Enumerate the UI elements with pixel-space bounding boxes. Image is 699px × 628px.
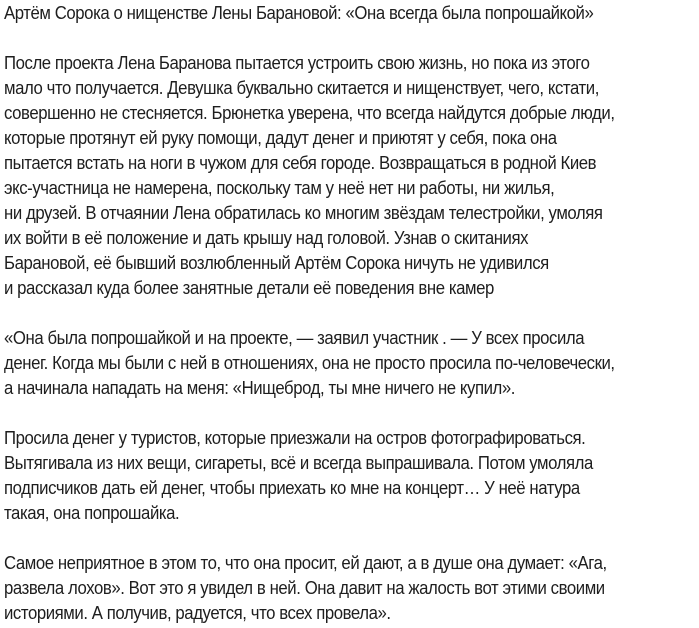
text-line: подписчиков дать ей денег, чтобы приехать ко мне на концерт… У неё натура: [4, 478, 580, 498]
text-line: Просила денег у туристов, которые приезжали на остров фотографироваться.: [4, 428, 586, 448]
paragraph: [4, 326, 661, 401]
text-line: После проекта Лена Баранова пытается устроить свою жизнь, но пока из этого: [4, 53, 590, 73]
text-line: Вытягивала из них вещи, сигареты, всё и всегда выпрашивала. Потом умоляла: [4, 453, 593, 473]
article-title: Артём Сорока о нищенстве Лены Барановой: «Она всегда была попрошайкой»: [4, 3, 594, 23]
text-line: пытается встать на ноги в чужом для себя городе. Возвращаться в родной Киев: [4, 153, 597, 173]
text-line: которые протянут ей руку помощи, дадут денег и приютят у себя, пока она: [4, 128, 557, 148]
text-line: совершенно не стесняется. Брюнетка уверена, что всегда найдутся добрые люди,: [4, 103, 615, 123]
text-line: такая, она попрошайка.: [4, 503, 180, 523]
text-line: денег. Когда мы были с ней в отношениях, она не просто просила по-человечески,: [4, 353, 615, 373]
article: [4, 0, 661, 626]
text-line: а начинала нападать на меня: «Нищеброд, ты мне ничего не купил».: [4, 378, 516, 398]
text-line: и рассказал куда более занятные детали её поведения вне камер: [4, 278, 494, 298]
text-line: Самое неприятное в этом то, что она просит, ей дают, а в душе она думает: «Ага,: [4, 553, 607, 573]
text-line: историями. А получив, радуется, что всех провела».: [4, 603, 391, 623]
paragraph: [4, 426, 661, 526]
text-line: ни друзей. В отчаянии Лена обратилась ко многим звёздам телестройки, умоляя: [4, 203, 603, 223]
paragraph: [4, 551, 661, 626]
text-line: «Она была попрошайкой и на проекте, — заявил участник . — У всех просила: [4, 328, 585, 348]
text-line: их войти в её положение и дать крышу над головой. Узнав о скитаниях: [4, 228, 529, 248]
article-body: [4, 51, 661, 626]
text-line: Барановой, её бывший возлюбленный Артём Сорока ничуть не удивился: [4, 253, 549, 273]
text-line: мало что получается. Девушка буквально скитается и нищенствует, чего, кстати,: [4, 78, 599, 98]
paragraph: [4, 51, 661, 301]
text-line: развела лохов». Вот это я увидел в ней. Она давит на жалость вот этими своими: [4, 578, 605, 598]
text-line: экс-участница не намерена, поскольку там у неё нет ни работы, ни жилья,: [4, 178, 555, 198]
